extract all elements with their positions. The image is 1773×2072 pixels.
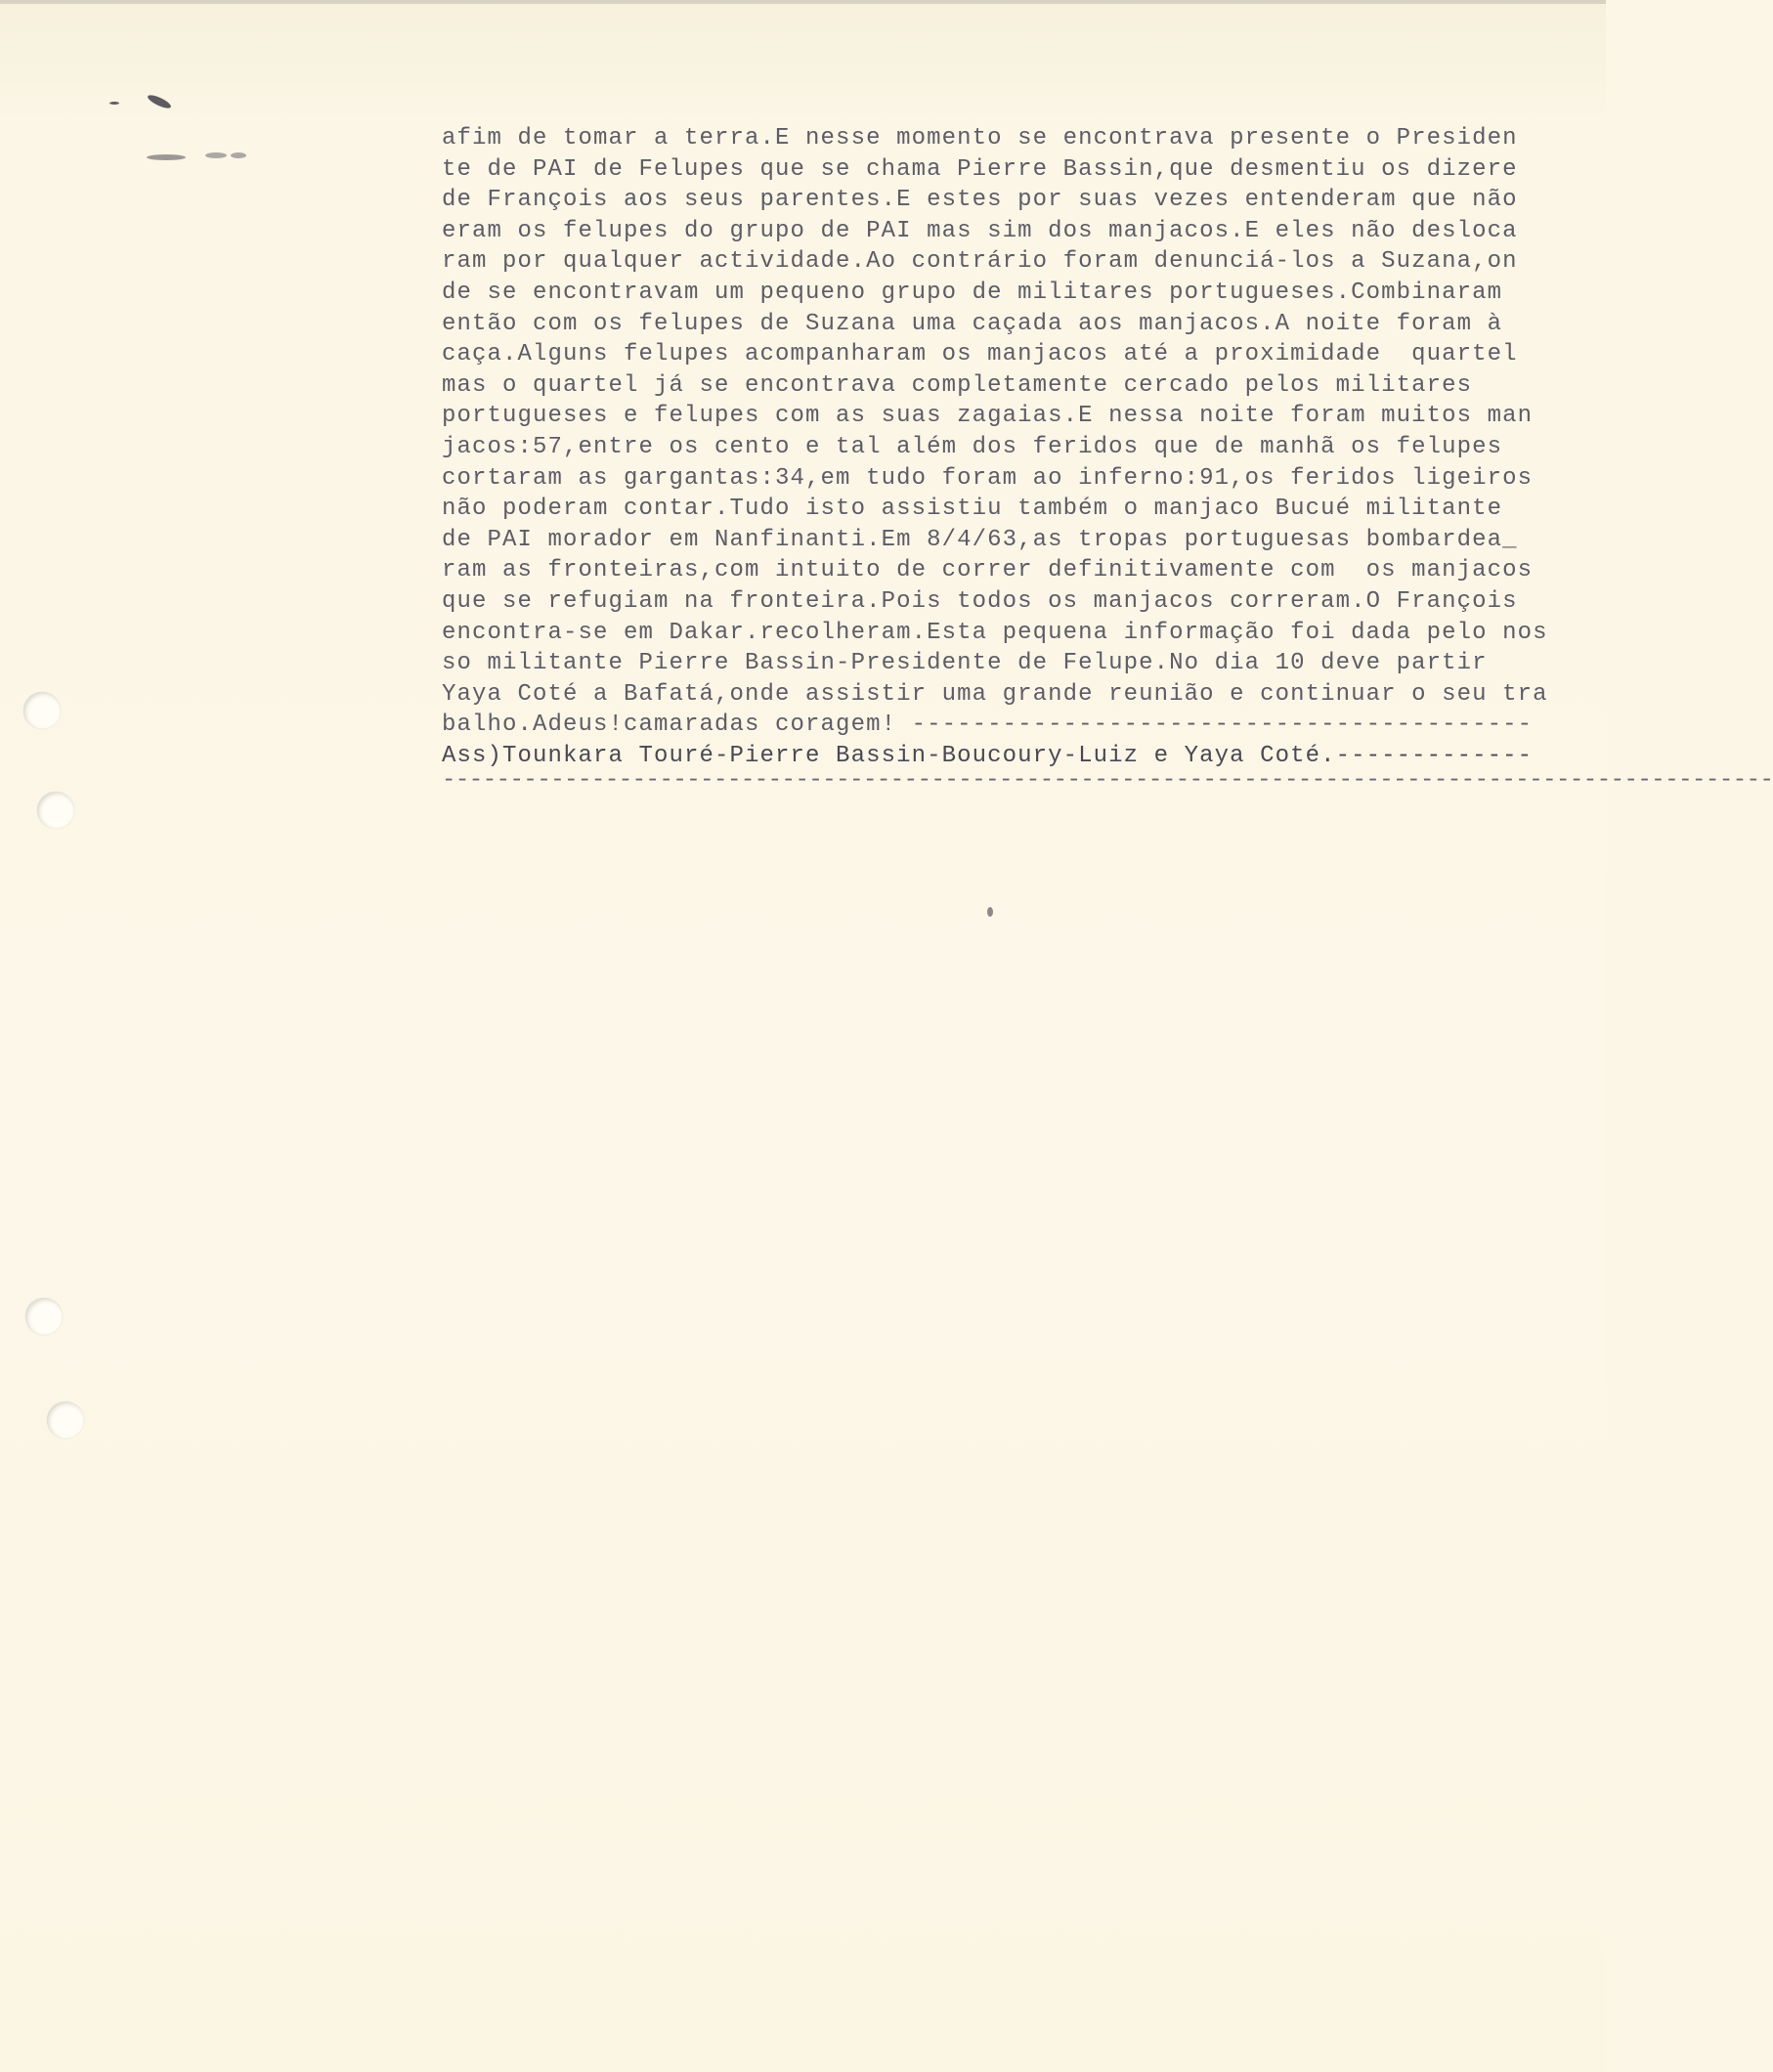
text-line: so militante Pierre Bassin-Presidente de Felupe.No dia 10 deve partir <box>442 650 1488 677</box>
text-line: jacos:57,entre os cento e tal além dos feridos que de manhã os felupes <box>442 433 1503 460</box>
punch-hole <box>25 1298 63 1335</box>
closing-rule: -------------------------------------------------------------------------------------------------- <box>442 767 1773 795</box>
text-line: Yaya Coté a Bafatá,onde assistir uma grande reunião e continuar o seu tra <box>442 680 1548 708</box>
text-line: de François aos seus parentes.E estes por suas vezes entenderam que não <box>442 187 1518 214</box>
text-line: mas o quartel já se encontrava completamente cercado pelos militares <box>442 371 1473 399</box>
punch-hole <box>23 692 61 729</box>
text-line: de PAI morador em Nanfinanti.Em 8/4/63,as tropas portuguesas bombardea_ <box>442 526 1518 553</box>
text-line: portugueses e felupes com as suas zagaias.E nessa noite foram muitos man <box>442 403 1534 430</box>
text-line: cortaram as gargantas:34,em tudo foram ao inferno:91,os feridos ligeiros <box>442 464 1534 492</box>
text-line: caça.Alguns felupes acompanharam os manjacos até a proximidade quartel <box>442 341 1518 368</box>
ink-mark <box>147 93 173 110</box>
ink-mark <box>987 907 993 917</box>
text-line: encontra-se em Dakar.recolheram.Esta pequena informação foi dada pelo nos <box>442 619 1548 646</box>
text-line: que se refugiam na fronteira.Pois todos os manjacos correram.O François <box>442 587 1518 615</box>
typed-text-block <box>442 123 1773 795</box>
text-line: balho.Adeus!camaradas coragem! ----------------------------------------- <box>442 712 1534 739</box>
text-line: afim de tomar a terra.E nesse momento se encontrava presente o Presiden <box>442 125 1518 151</box>
text-line: te de PAI de Felupes que se chama Pierre Bassin,que desmentiu os dizere <box>442 155 1518 183</box>
ink-mark <box>147 154 186 160</box>
text-line: ram as fronteiras,com intuito de correr definitivamente com os manjacos <box>442 557 1534 584</box>
text-line: não poderam contar.Tudo isto assistiu também o manjaco Bucué militante <box>442 496 1503 523</box>
page-top-edge <box>0 0 1606 4</box>
text-line: então com os felupes de Suzana uma caçada aos manjacos.A noite foram à <box>442 310 1503 337</box>
ink-mark <box>231 152 246 158</box>
ink-mark <box>109 102 119 105</box>
punch-hole <box>37 792 74 829</box>
signature-line: Ass)Tounkara Touré-Pierre Bassin-Boucoury-Luiz e Yaya Coté.------------- <box>442 742 1534 769</box>
text-line: ram por qualquer actividade.Ao contrário foram denunciá-los a Suzana,on <box>442 248 1518 276</box>
punch-hole <box>47 1402 84 1439</box>
ink-mark <box>205 152 227 158</box>
text-line: de se encontravam um pequeno grupo de militares portugueses.Combinaram <box>442 279 1503 306</box>
text-line: eram os felupes do grupo de PAI mas sim dos manjacos.E eles não desloca <box>442 217 1518 244</box>
